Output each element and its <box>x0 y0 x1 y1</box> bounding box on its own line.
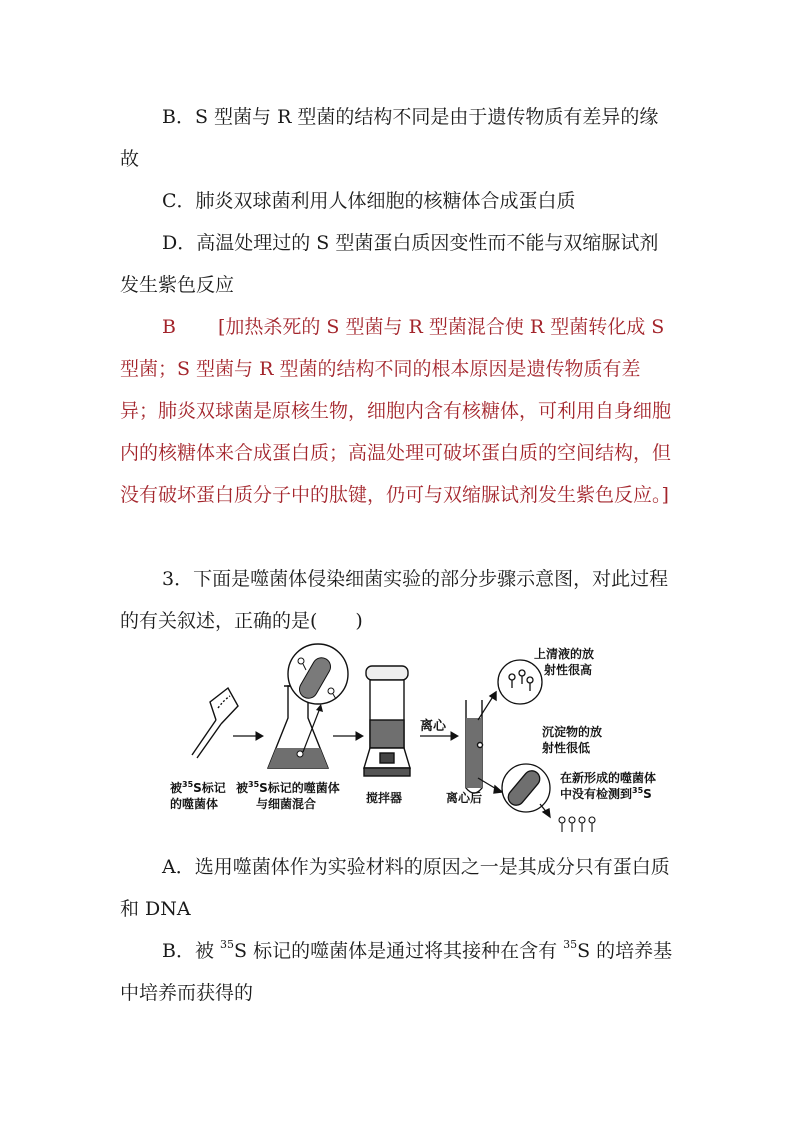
phage-experiment-diagram <box>168 640 708 840</box>
q3-option-a-text: 选用噬菌体作为实验材料的原因之一是其成分只有蛋白质和 DNA <box>120 856 670 920</box>
option-c-text: 肺炎双球菌利用人体细胞的核糖体合成蛋白质 <box>195 190 576 212</box>
q3-option-b-letter: B． <box>162 940 195 962</box>
option-c-letter: C． <box>162 190 196 212</box>
label-after-centrifuge: 离心后 <box>446 791 483 805</box>
label-supernatant-line1: 上清液的放 <box>534 647 595 661</box>
label-mix-line2: 与细菌混合 <box>256 797 317 811</box>
label-new-phage-line2: 中没有检测到$^{35}$S <box>560 786 652 801</box>
option-b-text: S 型菌与 R 型菌的结构不同是由于遗传物质有差异的缘故 <box>120 106 659 170</box>
label-blender: 搅拌器 <box>366 791 403 805</box>
new-phages-icon <box>559 817 595 832</box>
supernatant-magnified-icon <box>498 660 542 704</box>
label-phage-line2: 的噬菌体 <box>170 797 219 811</box>
option-c <box>120 180 676 222</box>
q3-option-a-letter: A． <box>162 856 195 878</box>
label-supernatant-line2: 射性很高 <box>544 663 593 677</box>
label-sediment-line2: 射性很低 <box>542 741 591 755</box>
question-3 <box>120 558 676 642</box>
q3-option-a <box>120 846 676 930</box>
question-stem: 下面是噬菌体侵染细菌实验的部分步骤示意图，对此过程的有关叙述，正确的是 <box>120 568 669 632</box>
labeled-phage-icon <box>192 688 238 758</box>
label-new-phage-line1: 在新形成的噬菌体 <box>560 771 657 785</box>
option-d-text: 高温处理过的 S 型菌蛋白质因变性而不能与双缩脲试剂发生紫色反应 <box>120 232 659 296</box>
answer-bracket: ( ) <box>310 610 363 632</box>
option-d-letter: D． <box>162 232 197 254</box>
option-b-letter: B． <box>162 106 195 128</box>
centrifuge-label: 离心 <box>420 719 447 734</box>
question-number: 3． <box>162 568 194 590</box>
blender-icon <box>364 666 410 776</box>
label-mix-line1: 被$^{35}$S标记的噬菌体 <box>236 780 340 795</box>
step-arrow-2 <box>333 732 363 740</box>
answer-letter: B <box>162 316 176 338</box>
option-d <box>120 222 676 306</box>
label-phage-line1: 被$^{35}$S标记 <box>170 780 226 795</box>
option-b <box>120 96 676 180</box>
answer-explanation <box>120 306 676 516</box>
label-sediment-line1: 沉淀物的放 <box>542 725 603 739</box>
step-arrow-1 <box>233 732 263 740</box>
answer-text: [加热杀死的 S 型菌与 R 型菌混合使 R 型菌转化成 S 型菌；S 型菌与 R 型菌的结构不同的根本原因是遗传物质有差异；肺炎双球菌是原核生物，细胞内含有核糖体，可利用自身细胞内的核糖体来合成蛋白质；高温处理可破坏蛋白质的空间结构，但没有破坏蛋白质分子中的肽键，仍可与双缩脲试剂发生紫色反应。] <box>120 316 672 506</box>
sediment-magnified-icon <box>502 764 550 817</box>
q3-option-b: B．被 $^{35}$S 标记的噬菌体是通过将其接种在含有 $^{35}$S 的培养基中培养而获得的 <box>120 937 673 1004</box>
test-tube-icon <box>466 692 502 793</box>
